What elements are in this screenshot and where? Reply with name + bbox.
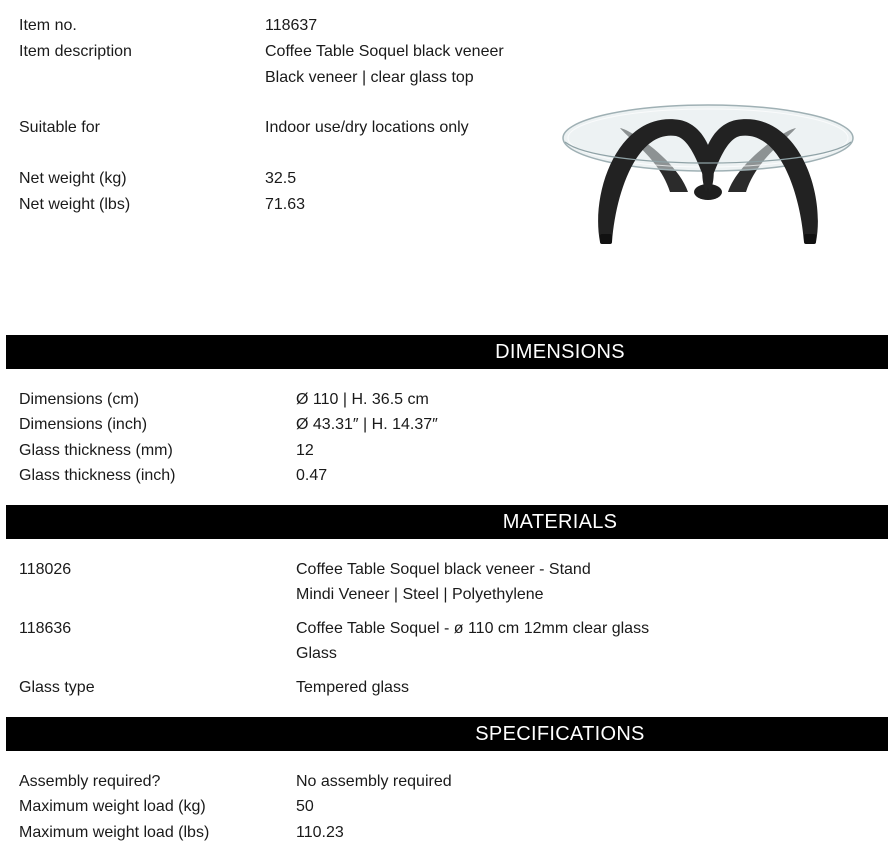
stand-name: Coffee Table Soquel black veneer - Stand [296,561,591,578]
max-load-lbs-value: 110.23 [296,824,344,841]
stand-code: 118026 [19,561,72,578]
dimensions-cm-value: Ø 110 | H. 36.5 cm [296,391,429,408]
dimensions-title: DIMENSIONS [495,341,625,363]
dimensions-header [6,335,888,369]
suitable-label: Suitable for [19,119,100,136]
glass-type-value: Tempered glass [296,679,409,696]
max-load-lbs-label: Maximum weight load (lbs) [19,824,210,841]
dimensions-cm-label: Dimensions (cm) [19,391,140,408]
item-description-value-2: Black veneer | clear glass top [265,69,474,86]
net-weight-kg-value: 32.5 [265,170,297,187]
glass-code: 118636 [19,620,72,637]
item-no-value: 118637 [265,17,318,34]
glass-thickness-mm-value: 12 [296,442,314,459]
item-description-label: Item description [19,43,132,60]
materials-header [6,505,888,539]
stand-material: Mindi Veneer | Steel | Polyethylene [296,586,544,603]
materials-title: MATERIALS [502,511,618,533]
item-description-value: Coffee Table Soquel black veneer [265,43,504,60]
dimensions-inch-value: Ø 43.31″ | H. 14.37″ [296,416,438,433]
assembly-label: Assembly required? [19,773,161,790]
item-no-label: Item no. [19,17,77,34]
glass-thickness-inch-label: Glass thickness (inch) [19,467,176,484]
dimensions-inch-label: Dimensions (inch) [19,416,148,433]
glass-material: Glass [296,645,337,662]
assembly-value: No assembly required [296,773,452,790]
coffee-table-image [560,100,856,250]
specifications-title: SPECIFICATIONS [475,723,645,745]
glass-thickness-inch-value: 0.47 [296,467,328,484]
suitable-value: Indoor use/dry locations only [265,119,469,136]
specifications-header [6,717,888,751]
max-load-kg-label: Maximum weight load (kg) [19,798,206,815]
glass-type-label: Glass type [19,679,95,696]
max-load-kg-value: 50 [296,798,314,815]
net-weight-lbs-value: 71.63 [265,196,306,213]
net-weight-kg-label: Net weight (kg) [19,170,127,187]
net-weight-lbs-label: Net weight (lbs) [19,196,131,213]
glass-name: Coffee Table Soquel - ø 110 cm 12mm clear glass [296,620,650,637]
glass-thickness-mm-label: Glass thickness (mm) [19,442,173,459]
